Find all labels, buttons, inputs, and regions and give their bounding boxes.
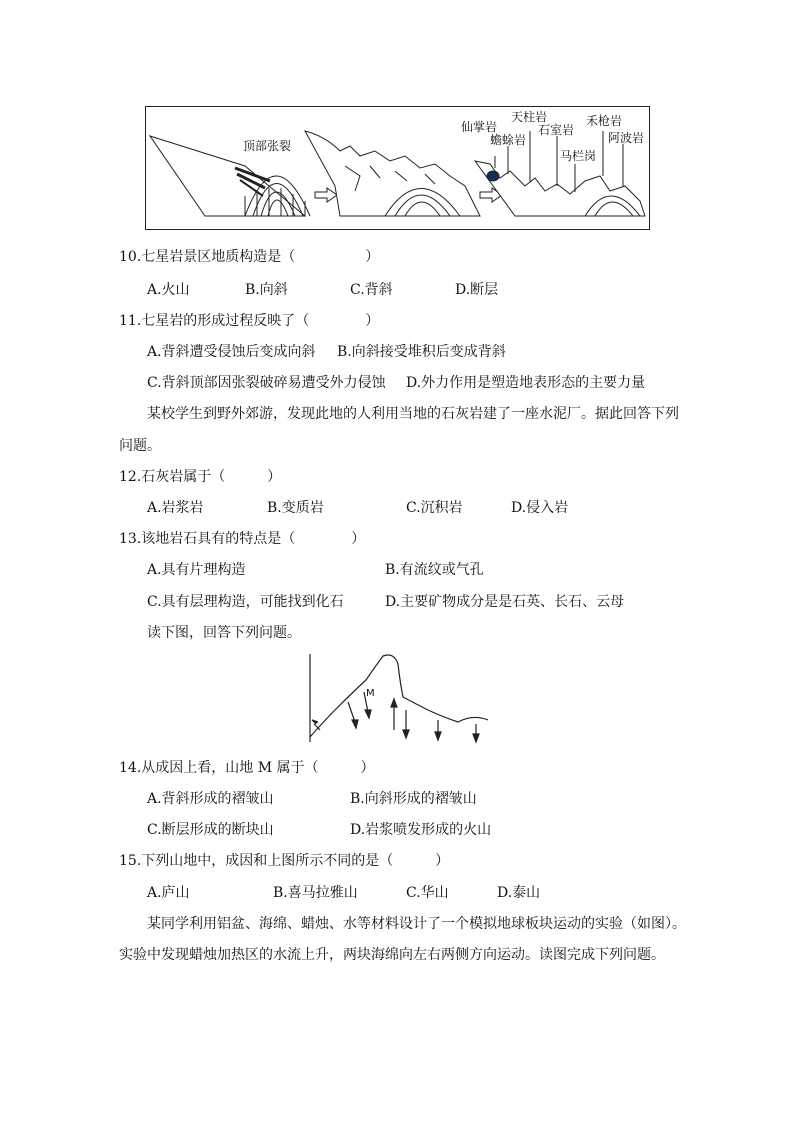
option-14-a[interactable]: A.背斜形成的褶皱山 bbox=[147, 791, 274, 807]
option-11-b[interactable]: B.向斜接受堆积后变成背斜 bbox=[337, 344, 506, 360]
label-shishi: 石室岩 bbox=[538, 123, 575, 137]
option-10-b[interactable]: B.向斜 bbox=[245, 282, 288, 298]
option-14-d[interactable]: D.岩浆喷发形成的火山 bbox=[350, 822, 492, 838]
figure-fault-block-mountain bbox=[308, 652, 493, 744]
option-15-d[interactable]: D.泰山 bbox=[497, 885, 541, 901]
option-13-c[interactable]: C.具有层理构造，可能找到化石 bbox=[147, 594, 344, 610]
option-10-a[interactable]: A.火山 bbox=[147, 282, 190, 298]
label-chanchu: 蟾蜍岩 bbox=[490, 133, 527, 147]
question-12-stem: 12.石灰岩属于（ ） bbox=[119, 469, 282, 485]
option-10-d[interactable]: D.断层 bbox=[455, 282, 499, 298]
option-11-c[interactable]: C.背斜顶部因张裂破碎易遭受外力侵蚀 bbox=[147, 375, 386, 391]
option-13-d[interactable]: D.主要矿物成分是是石英、长石、云母 bbox=[385, 594, 625, 610]
question-11-stem: 11.七星岩的形成过程反映了（ ） bbox=[119, 313, 380, 329]
question-14-stem: 14.从成因上看，山地 M 属于（ ） bbox=[119, 760, 375, 776]
passage-1-line-2: 问题。 bbox=[119, 438, 161, 454]
option-12-d[interactable]: D.侵入岩 bbox=[511, 500, 569, 516]
option-12-c[interactable]: C.沉积岩 bbox=[406, 500, 463, 516]
option-11-a[interactable]: A.背斜遭受侵蚀后变成向斜 bbox=[147, 344, 316, 360]
label-heqiang: 禾枪岩 bbox=[586, 114, 623, 128]
option-12-b[interactable]: B.变质岩 bbox=[267, 500, 324, 516]
option-15-b[interactable]: B.喜马拉雅山 bbox=[273, 885, 358, 901]
option-11-d[interactable]: D.外力作用是塑造地表形态的主要力量 bbox=[406, 375, 646, 391]
option-14-c[interactable]: C.断层形成的断块山 bbox=[147, 822, 274, 838]
label-m: M bbox=[366, 688, 375, 699]
option-14-b[interactable]: B.向斜形成的褶皱山 bbox=[350, 791, 477, 807]
option-12-a[interactable]: A.岩浆岩 bbox=[147, 500, 204, 516]
option-15-c[interactable]: C.华山 bbox=[406, 885, 449, 901]
label-xianzhang: 仙掌岩 bbox=[461, 120, 498, 134]
passage-2: 读下图，回答下列问题。 bbox=[147, 625, 301, 641]
question-15-stem: 15.下列山地中，成因和上图所示不同的是（ ） bbox=[119, 853, 450, 869]
label-tianzhu: 天柱岩 bbox=[511, 110, 548, 124]
option-10-c[interactable]: C.背斜 bbox=[350, 282, 393, 298]
label-crack: 顶部张裂 bbox=[243, 139, 292, 153]
question-13-stem: 13.该地岩石具有的特点是（ ） bbox=[119, 531, 366, 547]
passage-3-line-1: 某同学利用铝盆、海绵、蜡烛、水等材料设计了一个模拟地球板块运动的实验（如图）。 bbox=[147, 916, 686, 932]
option-13-b[interactable]: B.有流纹或气孔 bbox=[385, 562, 484, 578]
figure-fold-erosion bbox=[145, 106, 650, 230]
passage-1-line-1: 某校学生到野外郊游，发现此地的人利用当地的石灰岩建了一座水泥厂。据此回答下列 bbox=[147, 406, 679, 422]
label-abo: 阿波岩 bbox=[608, 131, 645, 145]
passage-3-line-2: 实验中发现蜡烛加热区的水流上升，两块海绵向左右两侧方向运动。读图完成下列问题。 bbox=[119, 947, 665, 963]
option-15-a[interactable]: A.庐山 bbox=[147, 885, 190, 901]
label-malan: 马栏岗 bbox=[560, 149, 597, 163]
option-13-a[interactable]: A.具有片理构造 bbox=[147, 562, 246, 578]
question-10-stem: 10.七星岩景区地质构造是（ ） bbox=[119, 249, 380, 265]
